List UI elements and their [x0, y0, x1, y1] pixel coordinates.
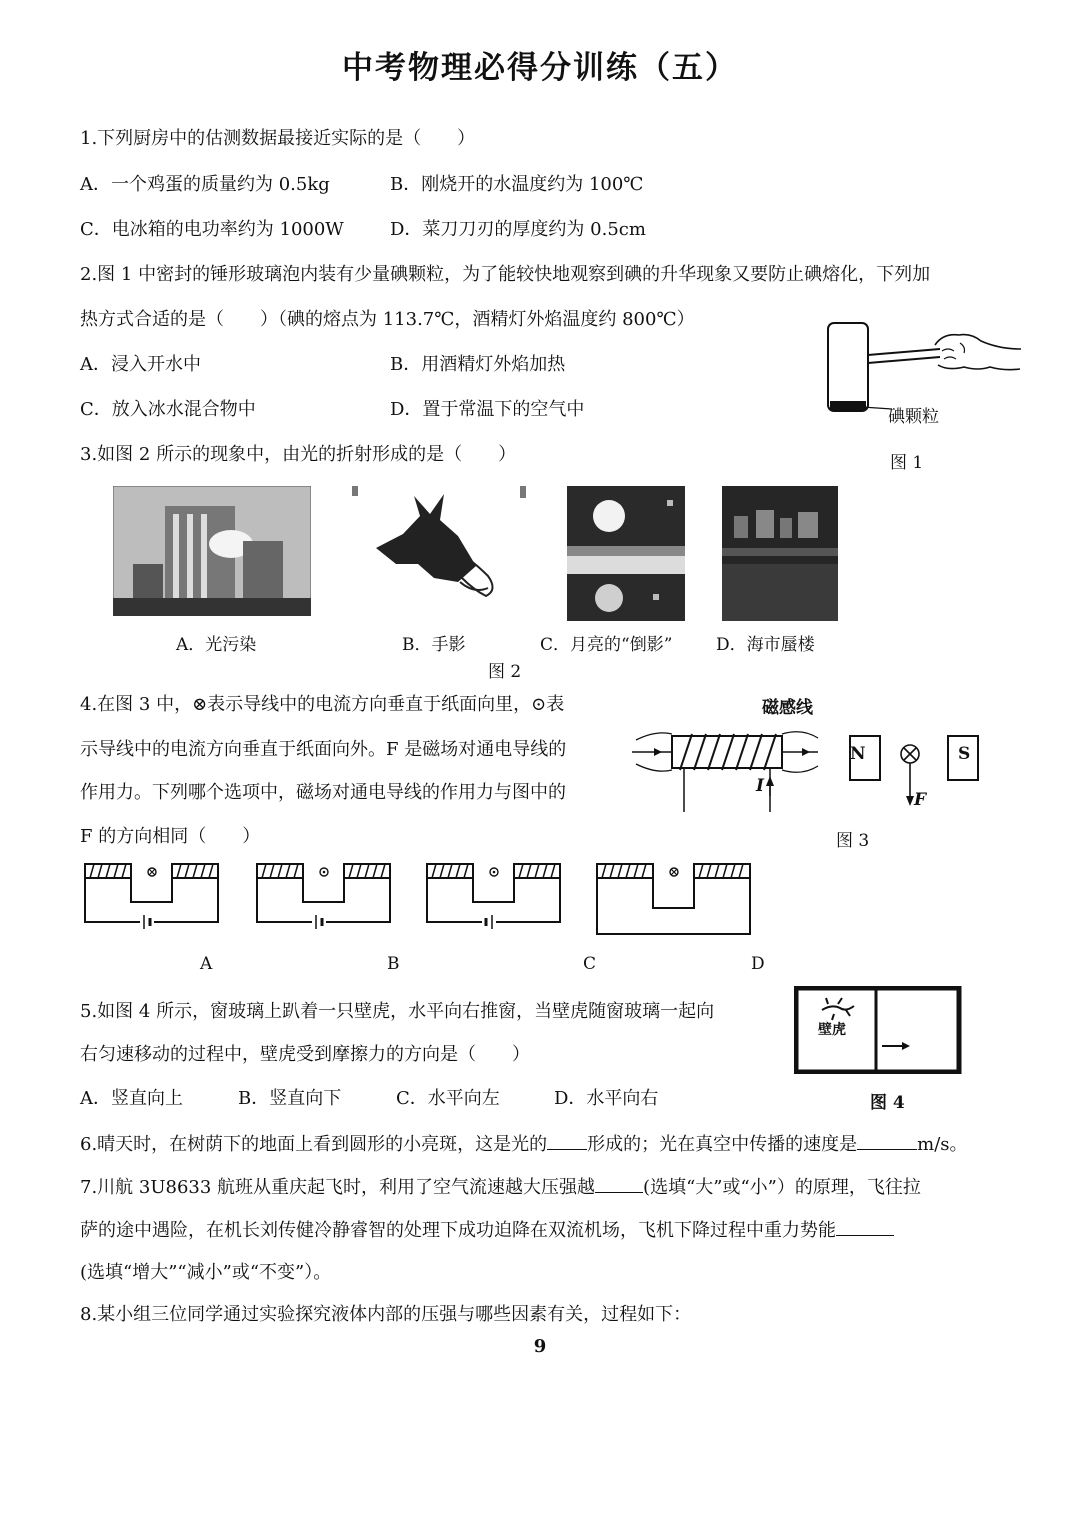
q7-text-part2: (选填“大”或“小”）的原理，飞往拉: [643, 1177, 921, 1198]
q4-stem-line3: 作用力。下列哪个选项中，磁场对通电导线的作用力与图中的: [80, 782, 566, 803]
figure-2b-caption: B．手影: [402, 635, 466, 655]
figure-3-label-current: I: [756, 776, 764, 796]
q7-line2: [80, 1216, 894, 1242]
q4-stem-line4: F 的方向相同（ ）: [80, 826, 261, 847]
q6-text-part2: 形成的；光在真空中传播的速度是: [587, 1134, 858, 1155]
q4-option-b-circuit: [257, 864, 390, 929]
q7-line1: [80, 1173, 921, 1199]
page-title: 中考物理必得分训练（五）: [342, 50, 738, 86]
figure-2d-caption: D．海市蜃楼: [716, 635, 815, 655]
q7-text-part1: 7.川航 3U8633 航班从重庆起飞时，利用了空气流速越大压强越: [80, 1177, 596, 1198]
q4-option-c-label: C: [583, 954, 597, 974]
q6-line: [80, 1130, 968, 1156]
q4-stem-line1: 4.在图 3 中，⊗表示导线中的电流方向垂直于纸面向里，⊙表: [80, 694, 565, 715]
q5-option-a: A．竖直向上: [80, 1088, 183, 1109]
q5-option-b: B．竖直向下: [238, 1088, 342, 1109]
q6-text-part3: m/s。: [917, 1134, 968, 1155]
q2-stem-line2: 热方式合适的是（ ）（碘的熔点为 113.7℃，酒精灯外焰温度约 800℃）: [80, 309, 695, 330]
q4-stem-line2: 示导线中的电流方向垂直于纸面向外。F 是磁场对通电导线的: [80, 739, 567, 760]
figure-3-label-force: F: [914, 790, 927, 810]
figure-2c-moon-reflection-image: [567, 486, 685, 621]
figure-2b-hand-shadow-image: [348, 486, 528, 611]
q7-blank-1[interactable]: [595, 1176, 643, 1193]
q4-option-b-label: B: [387, 954, 400, 974]
figure-4-caption: 图 4: [870, 1093, 905, 1113]
q8-stem: 8.某小组三位同学通过实验探究液体内部的压强与哪些因素有关，过程如下：: [80, 1304, 692, 1325]
q4-option-d-circuit: [597, 864, 750, 934]
figure-3-solenoid-magnet: [632, 718, 1012, 818]
q6-text-part1: 6.晴天时，在树荫下的地面上看到圆形的小亮斑，这是光的: [80, 1134, 548, 1155]
figure-1-label-iodine: 碘颗粒: [888, 407, 939, 427]
q6-blank-1[interactable]: [547, 1133, 587, 1150]
q4-option-a-circuit: [85, 864, 218, 929]
q7-text-line2: 萨的途中遇险，在机长刘传健冷静睿智的处理下成功迫降在双流机场，飞机下降过程中重力势能: [80, 1220, 836, 1241]
q1-stem: 1.下列厨房中的估测数据最接近实际的是（ ）: [80, 128, 476, 149]
q1-option-a: A．一个鸡蛋的质量约为 0.5kg: [80, 174, 330, 195]
q2-option-c: C．放入冰水混合物中: [80, 399, 256, 420]
q1-option-b: B．刚烧开的水温度约为 100℃: [390, 174, 644, 195]
q4-option-d-label: D: [751, 954, 765, 974]
figure-2a-light-pollution-image: [113, 486, 311, 616]
q2-option-a: A．浸入开水中: [80, 354, 201, 375]
q7-blank-2[interactable]: [836, 1219, 894, 1236]
figure-1-iodine-bulb: [820, 315, 1030, 475]
figure-2c-caption: C．月亮的“倒影”: [540, 635, 673, 655]
q1-option-d: D．菜刀刀刃的厚度约为 0.5cm: [390, 219, 646, 240]
q3-stem: 3.如图 2 所示的现象中，由光的折射形成的是（ ）: [80, 444, 517, 465]
q5-option-d: D．水平向右: [554, 1088, 659, 1109]
q2-stem-line1: 2.图 1 中密封的锤形玻璃泡内装有少量碘颗粒，为了能较快地观察到碘的升华现象又要防止碘熔化，下列加: [80, 264, 931, 285]
q5-stem-line2: 右匀速移动的过程中，壁虎受到摩擦力的方向是（ ）: [80, 1044, 530, 1065]
figure-2d-mirage-image: [722, 486, 838, 621]
q5-option-c: C．水平向左: [396, 1088, 500, 1109]
q4-option-circuits: [80, 858, 770, 938]
figure-3-label-field-lines: 磁感线: [762, 698, 813, 718]
figure-2-caption: 图 2: [488, 662, 522, 682]
figure-3-label-n-pole: N: [850, 744, 866, 764]
figure-4-label-gecko: 壁虎: [818, 1022, 846, 1038]
q2-option-d: D．置于常温下的空气中: [390, 399, 585, 420]
q7-line3: (选填“增大”“减小”或“不变”）。: [80, 1262, 332, 1283]
q5-stem-line1: 5.如图 4 所示，窗玻璃上趴着一只壁虎，水平向右推窗，当壁虎随窗玻璃一起向: [80, 1001, 715, 1022]
figure-1-caption: 图 1: [890, 453, 924, 473]
q4-option-a-label: A: [200, 954, 213, 974]
figure-3-label-s-pole: S: [958, 744, 971, 764]
page-number: 9: [533, 1336, 547, 1357]
q2-option-b: B．用酒精灯外焰加热: [390, 354, 566, 375]
figure-3-caption: 图 3: [836, 831, 870, 851]
q1-option-c: C．电冰箱的电功率约为 1000W: [80, 219, 344, 240]
figure-2a-caption: A．光污染: [176, 635, 257, 655]
q4-option-c-circuit: [427, 864, 560, 929]
q6-blank-2[interactable]: [857, 1133, 917, 1150]
